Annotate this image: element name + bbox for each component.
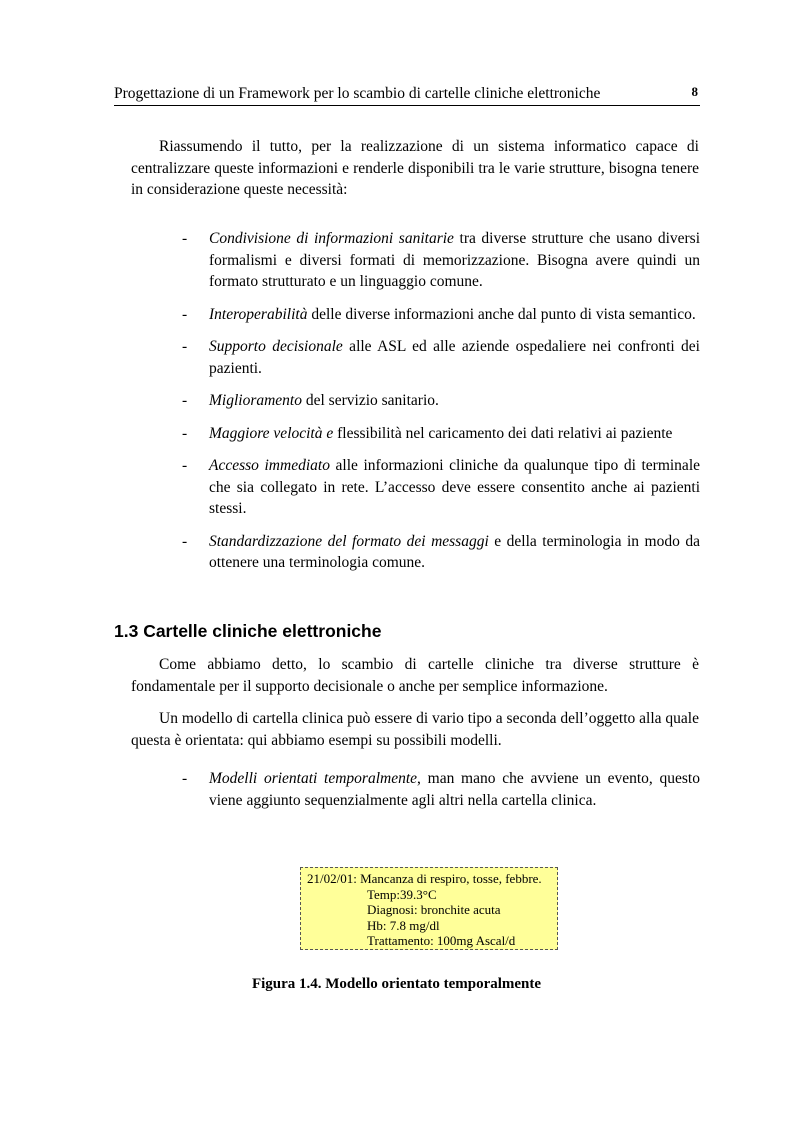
intro-paragraph: Riassumendo il tutto, per la realizzazione di un sistema informatico capace di centralizzare queste informazioni e renderle disponibili tra le varie strutture, bisogna tenere in considerazione queste necessità: [131,138,699,198]
list-item: - Modelli orientati temporalmente, man mano che avviene un evento, questo viene aggiunto sequenzialmente agli altri nella cartella clinica. [182,770,700,809]
running-title: Progettazione di un Framework per lo scambio di cartelle cliniche elettroniche [114,85,601,102]
figure-row: 21/02/01: Mancanza di respiro, tosse, febbre. [307,871,542,886]
section-paragraph-2: Un modello di cartella clinica può essere di vario tipo a seconda dell’oggetto alla quale questa è orientata: qui abbiamo esempi su possibili modelli. [131,710,699,749]
figure-caption: Figura 1.4. Modello orientato temporalmente [251,976,542,992]
page-number: 8 [691,84,698,99]
list-item: - Maggiore velocità e flessibilità nel caricamento dei dati relativi ai paziente [182,424,673,442]
section-heading: 1.3 Cartelle cliniche elettroniche [114,621,382,641]
needs-list [182,228,700,585]
list-item: - Miglioramento del servizio sanitario. [182,392,439,409]
figure-record-box [300,867,558,950]
page-header [114,84,700,106]
figure-date: 21/02/01: [307,871,357,886]
figure-row: Temp:39.3°C [367,886,437,902]
list-item: - Standardizzazione del formato dei messaggi e della terminologia in modo da ottenere una terminologia comune. [182,532,700,571]
list-item: - Supporto decisionale alle ASL ed alle aziende ospedaliere nei confronti dei pazienti. [182,338,700,377]
list-item: - Interoperabilità delle diverse informazioni anche dal punto di vista semantico. [182,305,696,323]
figure-row: Trattamento: 100mg Ascal/d [367,933,516,948]
figure-row: Hb: 7.8 mg/dl [367,917,440,933]
list-item: - Accesso immediato alle informazioni cliniche da qualunque tipo di terminale che sia collegato in rete. L’accesso deve essere consentito anche ai pazienti stessi. [182,457,700,517]
figure-row: Diagnosi: bronchite acuta [367,902,501,917]
list-item: - Condivisione di informazioni sanitarie tra diverse strutture che usano diversi formalismi e diversi formati di memorizzazione. Bisogna avere quindi un formato strutturato e un linguaggio comune. [182,230,701,290]
models-list [182,768,700,822]
section-paragraph-1: Come abbiamo detto, lo scambio di cartelle cliniche tra diverse strutture è fondamentale per il supporto decisionale o anche per semplice informazione. [131,656,699,695]
